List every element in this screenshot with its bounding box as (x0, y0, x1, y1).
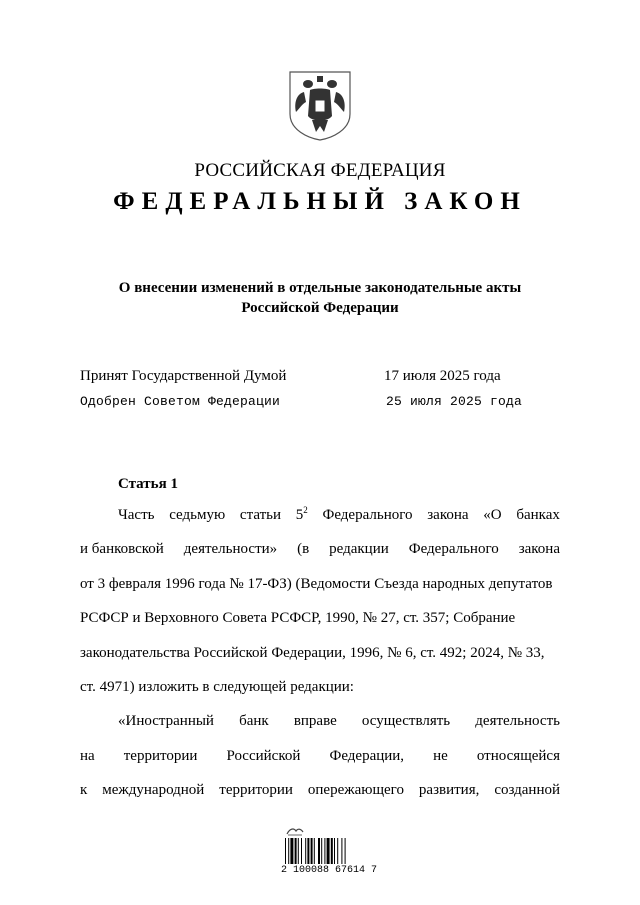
word: закона (427, 507, 469, 523)
document-type-heading: ФЕДЕРАЛЬНЫЙ ЗАКОН (113, 188, 527, 215)
word: опережающего (307, 782, 404, 798)
article-line (80, 748, 560, 765)
word: и банковской (80, 541, 164, 557)
article-line: законодательства Российской Федерации, 1996, № 6, ст. 492; 2024, № 33, (80, 645, 545, 661)
word: территории (219, 782, 293, 798)
word: Федерального (322, 507, 413, 523)
word: Часть (118, 507, 155, 523)
article-line (80, 782, 560, 799)
word: деятельность (475, 713, 560, 729)
word: к (80, 782, 88, 798)
barcode-number: 2 100088 67614 7 (281, 865, 378, 876)
article-line: от 3 февраля 1996 года № 17-ФЗ) (Ведомости Съезда народных депутатов (80, 576, 553, 592)
adoption-label: Принят Государственной Думой (80, 368, 287, 384)
word: развития, (418, 782, 480, 798)
adoption-date: 17 июля 2025 года (384, 368, 501, 384)
word: созданной (494, 782, 560, 798)
article-line (80, 541, 560, 558)
article-line: РСФСР и Верховного Совета РСФСР, 1990, № 27, ст. 357; Собрание (80, 610, 516, 626)
law-title-line: О внесении изменений в отдельные законодательные акты (118, 280, 522, 296)
word: деятельности» (183, 541, 278, 557)
word: банк (239, 713, 269, 729)
word: Российской (226, 748, 301, 764)
word: территории (123, 748, 198, 764)
word: не (433, 748, 448, 764)
word: «О (483, 507, 502, 523)
word: Федерации, (329, 748, 405, 764)
word: вправе (293, 713, 337, 729)
article-line: ст. 4971) изложить в следующей редакции: (80, 679, 354, 695)
word: относящейся (476, 748, 560, 764)
barcode-icon (285, 838, 369, 864)
adoption-date: 25 июля 2025 года (386, 394, 523, 409)
law-title-line: Российской Федерации (241, 300, 399, 316)
word: закона (518, 541, 560, 557)
word: (в (297, 541, 310, 557)
word: «Иностранный (118, 713, 214, 729)
stamp-mark-icon (286, 826, 304, 836)
word: международной (102, 782, 205, 798)
article-number: $5^2$ (295, 505, 308, 523)
russian-coat-of-arms-icon (288, 70, 352, 142)
adoption-label: Одобрен Советом Федерации (80, 394, 281, 409)
word: банках (516, 507, 560, 523)
article-line (118, 507, 560, 524)
word: редакции (329, 541, 389, 557)
word: статьи (239, 507, 282, 523)
article-heading: Статья 1 (118, 476, 178, 492)
country-name: РОССИЙСКАЯ ФЕДЕРАЦИЯ (194, 160, 446, 181)
superscript: 2 (303, 505, 308, 515)
word: седьмую (169, 507, 226, 523)
word: осуществлять (361, 713, 451, 729)
article-line (118, 713, 560, 730)
law-title (80, 278, 560, 318)
word: Федерального (408, 541, 499, 557)
word: на (80, 748, 95, 764)
